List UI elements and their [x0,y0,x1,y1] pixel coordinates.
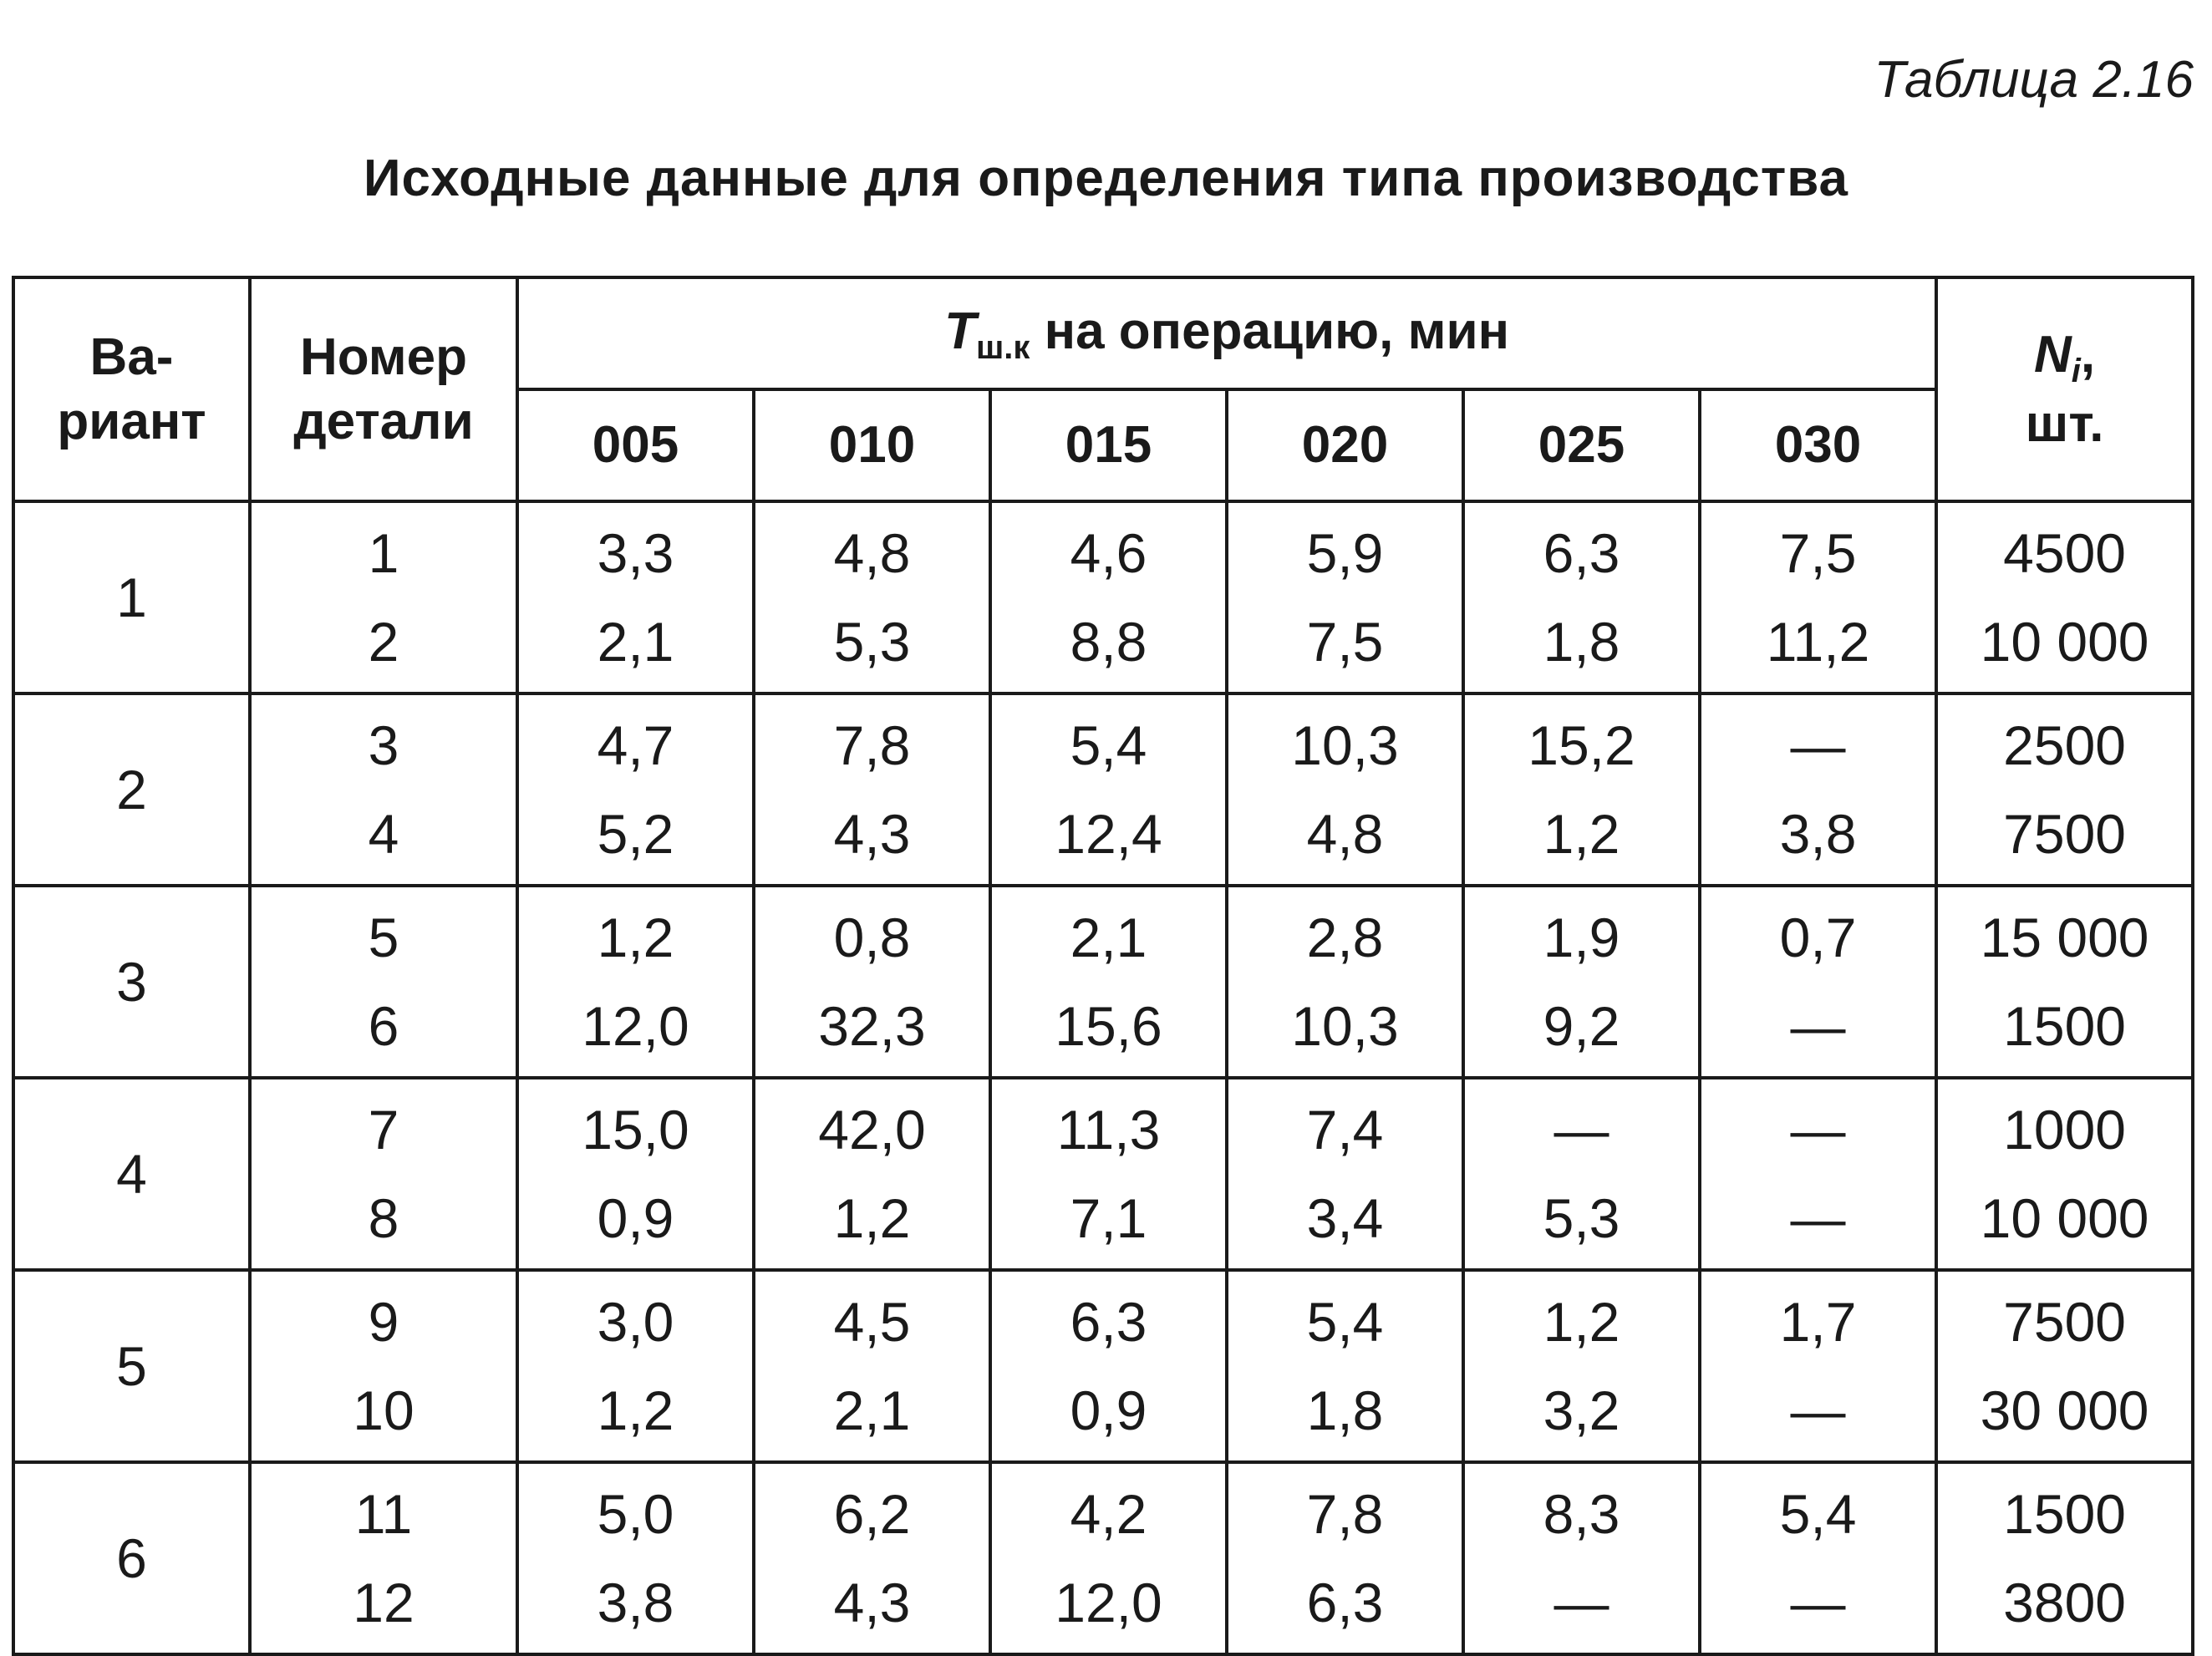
cell-value: 3,4 [1306,1187,1384,1249]
cell-value: 6,3 [1070,1291,1147,1353]
quantity-cell [1936,501,2193,693]
quantity-cell [1936,1462,2193,1654]
cell-value: 1,8 [1306,1379,1384,1441]
cell-value: 11,3 [1056,1099,1161,1161]
cell-value: 6,3 [1543,522,1620,584]
cell-value: 11 [354,1483,413,1545]
variant-cell: 6 [13,1462,250,1654]
cell-value: — [1790,714,1846,776]
operation-time-cell [990,1270,1227,1462]
header-row-1 [13,277,2193,389]
cell-value: 1,2 [597,1379,674,1441]
cell-value: 8,3 [1543,1483,1620,1545]
cell-value: 3,2 [1543,1379,1620,1441]
cell-value: 32,3 [818,995,926,1057]
cell-value: 4,3 [833,1572,911,1633]
detail-number-cell [250,1078,517,1270]
operation-time-cell [1463,1078,1700,1270]
cell-value: 3,8 [1779,803,1857,865]
header-op-030: 030 [1700,389,1936,501]
cell-value: 4,6 [1070,522,1147,584]
cell-value: 3 [368,714,399,776]
quantity-cell [1936,1270,2193,1462]
header-quantity: $N_i$, шт. [1936,277,2193,501]
operation-time-cell [1700,501,1936,693]
cell-value: 5,2 [597,803,674,865]
table-row [13,1462,2193,1654]
cell-value: 4,8 [833,522,911,584]
operation-time-cell [990,693,1227,886]
cell-value: 12,0 [582,995,689,1057]
operation-time-cell [1463,693,1700,886]
cell-value: 4500 [2003,522,2126,584]
cell-value: 4,3 [833,803,911,865]
variant-cell: 5 [13,1270,250,1462]
cell-value: 12 [353,1572,414,1633]
operation-time-cell [517,1462,754,1654]
operation-time-cell [1227,886,1463,1078]
header-op-025: 025 [1463,389,1700,501]
cell-value: 2,1 [1070,907,1147,968]
variant-cell: 2 [13,693,250,886]
operation-time-cell [517,501,754,693]
cell-value: 42,0 [818,1099,926,1161]
cell-value: 8,8 [1070,611,1147,673]
operation-time-cell [754,1078,990,1270]
production-data-table [12,276,2194,1656]
cell-value: 1000 [2003,1099,2126,1161]
cell-value: 2500 [2003,714,2126,776]
cell-value: 7,8 [1306,1483,1384,1545]
variant-cell: 3 [13,886,250,1078]
cell-value: 1500 [2003,995,2126,1057]
operation-time-cell [1700,1270,1936,1462]
operation-time-cell [754,693,990,886]
cell-value: 0,7 [1779,907,1857,968]
cell-value: 4,2 [1070,1483,1147,1545]
table-label: Таблица 2.16 [1874,51,2194,109]
cell-value: — [1553,1099,1609,1161]
header-detail-number: Номер детали [250,277,517,501]
cell-value: 7,5 [1779,522,1857,584]
cell-value: 6 [368,995,399,1057]
cell-value: 1,2 [833,1187,911,1249]
operation-time-cell [1700,693,1936,886]
operation-time-cell [1227,693,1463,886]
operation-time-cell [754,1270,990,1462]
operation-time-cell [1463,886,1700,1078]
cell-value: 12,0 [1055,1572,1162,1633]
cell-value: 5,3 [833,611,911,673]
operation-time-cell [990,1462,1227,1654]
cell-value: 9 [368,1291,399,1353]
cell-value: 7 [368,1099,399,1161]
cell-value: 5,9 [1306,522,1384,584]
cell-value: 2,1 [833,1379,911,1441]
cell-value: 2 [368,611,399,673]
cell-value: 30 000 [1980,1379,2149,1441]
cell-value: — [1790,995,1846,1057]
operation-time-cell [517,1270,754,1462]
cell-value: 3,0 [597,1291,674,1353]
operation-time-cell [754,501,990,693]
cell-value: 10 000 [1980,1187,2149,1249]
cell-value: — [1790,1572,1846,1633]
cell-value: 0,9 [597,1187,674,1249]
cell-value: 5 [368,907,399,968]
cell-value: 5,3 [1543,1187,1620,1249]
operation-time-cell [754,886,990,1078]
operation-time-cell [990,886,1227,1078]
operation-time-cell [990,1078,1227,1270]
cell-value: 3800 [2003,1572,2126,1633]
table-title: Исходные данные для определения типа производства [363,150,1848,207]
cell-value: 1 [368,522,399,584]
table-row [13,501,2193,693]
cell-value: 4,7 [597,714,674,776]
cell-value: — [1553,1572,1609,1633]
cell-value: 3,3 [597,522,674,584]
cell-value: 15,2 [1528,714,1635,776]
header-variant: Ва- риант [13,277,250,501]
cell-value: 15,6 [1055,995,1162,1057]
quantity-cell [1936,1078,2193,1270]
cell-value: 10,3 [1291,714,1399,776]
header-operation-time: $T_{ш.к}$ на операцию, мин [517,277,1936,389]
table-row [13,693,2193,886]
cell-value: 6,2 [833,1483,911,1545]
operation-time-cell [517,1078,754,1270]
operation-time-cell [1700,886,1936,1078]
cell-value: 2,1 [597,611,674,673]
cell-value: 1,2 [1543,1291,1620,1353]
cell-value: 15 000 [1980,907,2149,968]
table-row [13,886,2193,1078]
cell-value: 5,4 [1306,1291,1384,1353]
cell-value: 1,8 [1543,611,1620,673]
operation-time-cell [1463,1270,1700,1462]
operation-time-cell [754,1462,990,1654]
operation-time-cell [517,693,754,886]
detail-number-cell [250,1270,517,1462]
cell-value: 1,2 [597,907,674,968]
cell-value: 0,8 [833,907,911,968]
cell-value: — [1790,1187,1846,1249]
cell-value: 7,8 [833,714,911,776]
cell-value: 2,8 [1306,907,1384,968]
detail-number-cell [250,1462,517,1654]
operation-time-cell [990,501,1227,693]
cell-value: 10,3 [1291,995,1399,1057]
cell-value: 1,2 [1543,803,1620,865]
operation-time-cell [1227,1270,1463,1462]
cell-value: 10 000 [1980,611,2149,673]
cell-value: 8 [368,1187,399,1249]
detail-number-cell [250,501,517,693]
header-op-010: 010 [754,389,990,501]
variant-cell: 1 [13,501,250,693]
cell-value: 6,3 [1306,1572,1384,1633]
operation-time-cell [1227,501,1463,693]
cell-value: 5,0 [597,1483,674,1545]
table-row [13,1270,2193,1462]
cell-value: 1,9 [1543,907,1620,968]
variant-cell: 4 [13,1078,250,1270]
cell-value: 4 [368,803,399,865]
cell-value: 9,2 [1543,995,1620,1057]
cell-value: 5,4 [1779,1483,1857,1545]
cell-value: 15,0 [582,1099,689,1161]
cell-value: 7,1 [1070,1187,1147,1249]
header-op-020: 020 [1227,389,1463,501]
cell-value: 4,5 [833,1291,911,1353]
table-row [13,1078,2193,1270]
operation-time-cell [1700,1462,1936,1654]
operation-time-cell [1227,1078,1463,1270]
cell-value: — [1790,1099,1846,1161]
cell-value: 7500 [2003,803,2126,865]
cell-value: 7,4 [1306,1099,1384,1161]
cell-value: 1,7 [1779,1291,1857,1353]
cell-value: 4,8 [1306,803,1384,865]
operation-time-cell [1227,1462,1463,1654]
cell-value: 11,2 [1766,611,1870,673]
detail-number-cell [250,693,517,886]
cell-value: 12,4 [1055,803,1162,865]
cell-value: 3,8 [597,1572,674,1633]
quantity-cell [1936,693,2193,886]
operation-time-cell [1463,501,1700,693]
cell-value: 1500 [2003,1483,2126,1545]
operation-time-cell [517,886,754,1078]
detail-number-cell [250,886,517,1078]
cell-value: 5,4 [1070,714,1147,776]
quantity-cell [1936,886,2193,1078]
cell-value: 0,9 [1070,1379,1147,1441]
operation-time-cell [1463,1462,1700,1654]
cell-value: 10 [353,1379,414,1441]
header-op-005: 005 [517,389,754,501]
cell-value: 7,5 [1306,611,1384,673]
operation-time-cell [1700,1078,1936,1270]
cell-value: — [1790,1379,1846,1441]
header-op-015: 015 [990,389,1227,501]
table-body [13,501,2193,1654]
cell-value: 7500 [2003,1291,2126,1353]
